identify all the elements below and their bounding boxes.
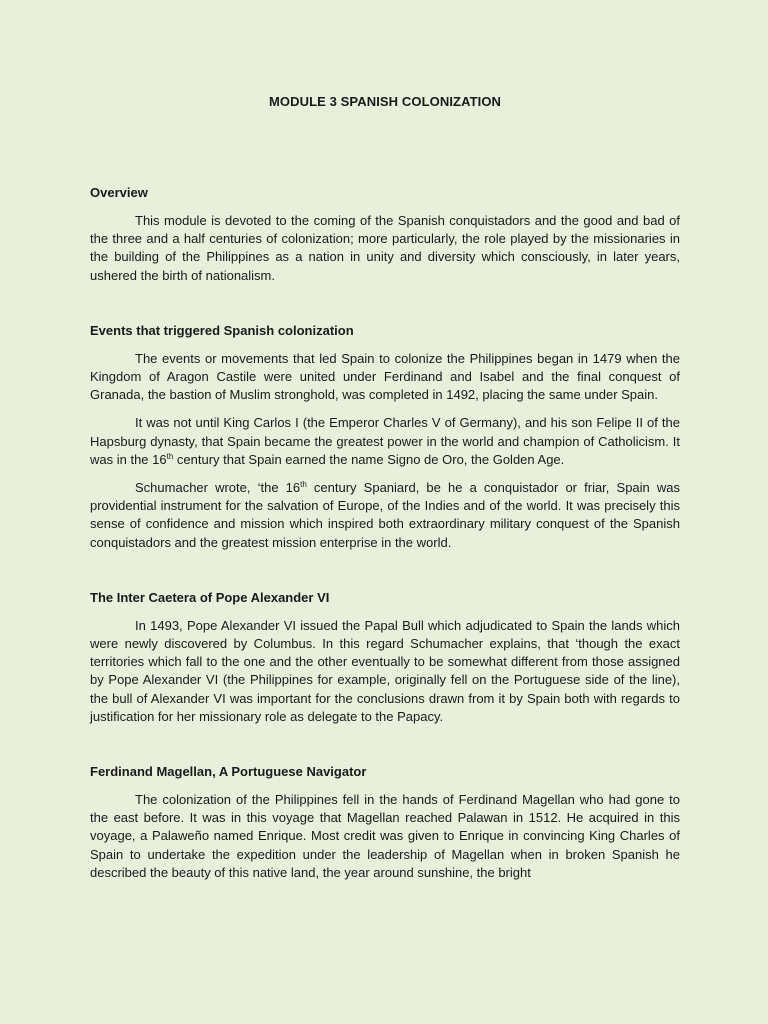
body-paragraph: The colonization of the Philippines fell in the hands of Ferdinand Magellan who had gone to the east before. It was in this voyage that Magellan reached Palawan in 1512. He acquired in this voyage, a Palaweño named Enrique. Most credit was given to Enrique in convincing King Charles of Spain to undertake the expedition under the leadership of Magellan when in broken Spanish he described the beauty of this native land, the year around sunshine, the bright [90, 792, 680, 880]
section-heading: Ferdinand Magellan, A Portuguese Navigator [90, 764, 367, 780]
document-title: MODULE 3 SPANISH COLONIZATION [268, 94, 502, 109]
section-spacer [90, 295, 680, 322]
section-spacer [90, 736, 680, 763]
body-paragraph: It was not until King Carlos I (the Emperor Charles V of Germany), and his son Felipe II of the Hapsburg dynasty, that Spain became the greatest power in the world and champion of Catholicism. It was in the 16th century that Spain earned the name Signo de Oro, the Golden Age. [90, 415, 680, 467]
section-heading: The Inter Caetera of Pope Alexander VI [90, 589, 330, 605]
section-heading: Events that triggered Spanish colonization [90, 322, 354, 338]
section-heading: Overview [90, 185, 148, 200]
body-paragraph: The events or movements that led Spain to colonize the Philippines began in 1479 when the Kingdom of Aragon Castile were united under Ferdinand and Isabel and the final conquest of Granada, the bastion of Muslim stronghold, was completed in 1492, placing the same under Spain. [90, 350, 680, 403]
body-paragraph: In 1493, Pope Alexander VI issued the Papal Bull which adjudicated to Spain the lands which were newly discovered by Columbus. In this regard Schumacher explains, that ‘though the exact territories which fall to the one and the other eventually to be somewhat different from those assigned by Pope Alexander VI (the Philippines for example, originally fell on the Portuguese side of the line), the bull of Alexander VI was important for the conclusions drawn from it by Spain both with regards to justification for her missionary role as delegate to the Papacy. [90, 617, 680, 724]
body-paragraph: This module is devoted to the coming of the Spanish conquistadors and the good and bad of the three and a half centuries of colonization; more particularly, the role played by the missionaries in the building of the Philippines as a nation in unity and diversity which consciously, in later years, ushered the birth of nationalism. [90, 213, 680, 283]
body-paragraph: Schumacher wrote, ‘the 16th century Spaniard, be he a conquistador or friar, Spain was providential instrument for the salvation of Europe, of the Indies and of the world. It was precisely this sense of confidence and mission which inspired both extraordinary military conquest of the Spanish conquistadors and the greatest mission enterprise in the world. [90, 480, 680, 550]
section-spacer [90, 562, 680, 589]
document-body [90, 184, 680, 882]
